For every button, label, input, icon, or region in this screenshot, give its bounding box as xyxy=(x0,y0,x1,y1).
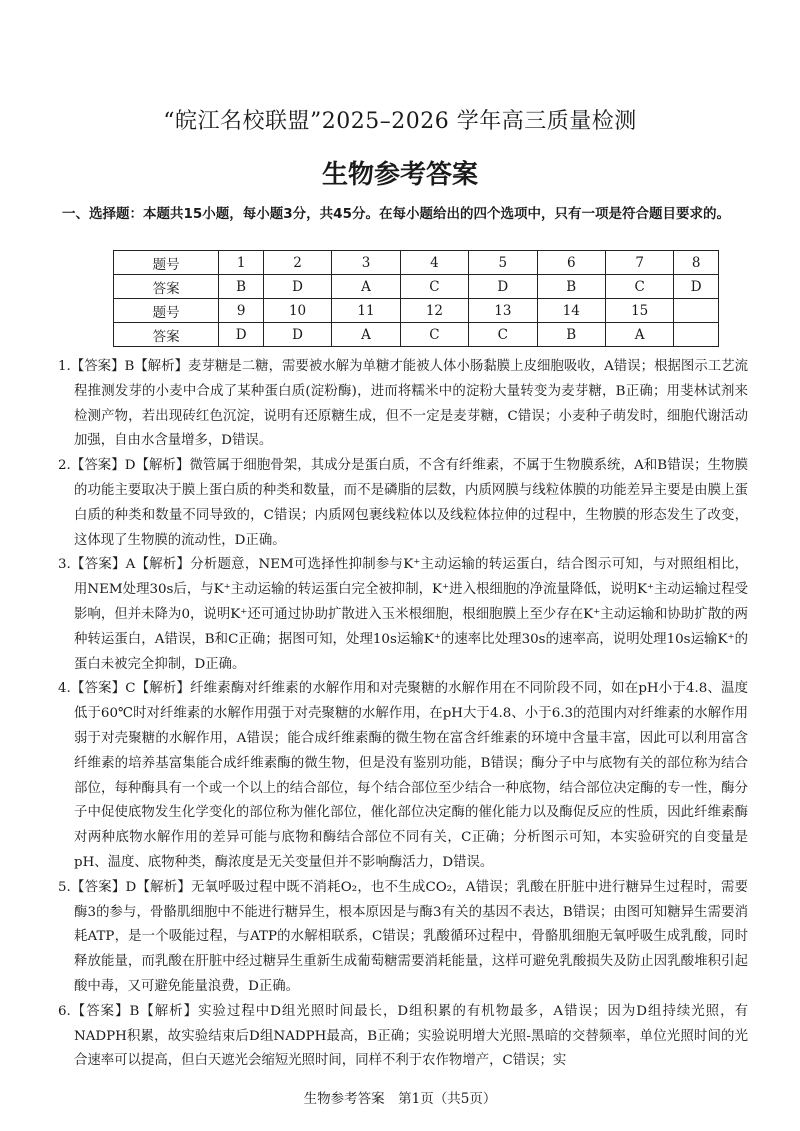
table-row xyxy=(114,275,719,299)
table-cell: 8 xyxy=(674,251,719,275)
table-cell: D xyxy=(469,275,537,299)
table-cell: B xyxy=(219,275,264,299)
table-cell: B xyxy=(537,275,605,299)
table-cell xyxy=(674,323,719,347)
table-cell: 4 xyxy=(400,251,468,275)
exam-header: “皖江名校联盟”2025–2026 学年高三质量检测 xyxy=(163,109,637,134)
table-cell xyxy=(674,299,719,323)
table-cell: 6 xyxy=(537,251,605,275)
table-cell: 13 xyxy=(469,299,537,323)
table-row xyxy=(114,251,719,275)
explanation-item-5: 5.【答案】D【解析】无氧呼吸过程中既不消耗O₂，也不生成CO₂，A错误；乳酸在肝脏中进行糖异生过程时，需要酶3的参与，骨骼肌细胞中不能进行糖异生，根本原因是与酶3有关的基因不表达，B错误；由图可知糖异生需要消耗ATP，是一个吸能过程，与ATP的水解相联系，C错误；乳酸循环过程中，骨骼肌细胞无氧呼吸生成乳酸，同时释放能量，而乳酸在肝脏中经过糖异生重新生成葡萄糖需要消耗能量，这样可避免乳酸损失及防止因乳酸堆积引起酸中毒，又可避免能量浪费，D正确。 xyxy=(58,879,748,994)
table-cell: 7 xyxy=(605,251,673,275)
table-cell: D xyxy=(674,275,719,299)
table-cell: A xyxy=(332,323,400,347)
table-cell: 1 xyxy=(219,251,264,275)
table-cell: C xyxy=(400,275,468,299)
table-row-header: 答案 xyxy=(114,275,219,299)
table-cell: D xyxy=(219,323,264,347)
table-cell: 12 xyxy=(400,299,468,323)
table-row xyxy=(114,323,719,347)
explanation-item-4: 4.【答案】C【解析】纤维素酶对纤维素的水解作用和对壳聚糖的水解作用在不同阶段不同，如在pH小于4.8、温度低于60℃时对纤维素的水解作用强于对壳聚糖的水解作用，在pH大于4.8、小于6.3的范围内对纤维素的水解作用弱于对壳聚糖的水解作用，A错误；能合成纤维素酶的微生物在富含纤维素的环境中含量丰富，因此可以利用富含纤维素的培养基富集能合成纤维素酶的微生物，但是没有鉴别功能，B错误；酶分子中与底物有关的部位称为结合部位，每种酶具有一个或一个以上的结合部位，每个结合部位至少结合一种底物，结合部位决定酶的专一性，酶分子中促使底物发生化学变化的部位称为催化部位，催化部位决定酶的催化能力以及酶促反应的性质，因此纤维素酶对两种底物水解作用的差异可能与底物和酶结合部位不同有关，C正确；分析图示可知，本实验研究的自变量是pH、温度、底物种类，酶浓度是无关变量但并不影响酶活力，D错误。 xyxy=(58,681,748,870)
table-row-header: 题号 xyxy=(114,299,219,323)
table-cell: 15 xyxy=(605,299,673,323)
table-cell: D xyxy=(263,323,331,347)
table-cell: 11 xyxy=(332,299,400,323)
table-cell: B xyxy=(537,323,605,347)
table-cell: 3 xyxy=(332,251,400,275)
table-cell: C xyxy=(400,323,468,347)
table-cell: 9 xyxy=(219,299,264,323)
answer-table xyxy=(113,250,719,347)
explanation-item-1: 1.【答案】B【解析】麦芽糖是二糖，需要被水解为单糖才能被人体小肠黏膜上皮细胞吸收，A错误；根据图示工艺流程推测发芽的小麦中合成了某种蛋白质(淀粉酶)，进而将糯米中的淀粉大量转变为麦芽糖，B正确；用斐林试剂来检测产物，若出现砖红色沉淀，说明有还原糖生成，但不一定是麦芽糖，C错误；小麦种子萌发时，细胞代谢活动加强，自由水含量增多，D错误。 xyxy=(58,359,748,449)
table-cell: 14 xyxy=(537,299,605,323)
explanation-item-3: 3.【答案】A【解析】分析题意，NEM可选择性抑制参与K⁺主动运输的转运蛋白，结合图示可知，与对照组相比，用NEM处理30s后，与K⁺主动运输的转运蛋白完全被抑制，K⁺进入根细胞的净流量降低，说明K⁺主动运输过程受影响，但并未降为0，说明K⁺还可通过协助扩散进入玉米根细胞，根细胞膜上至少存在K⁺主动运输和协助扩散的两种转运蛋白，A错误，B和C正确；据图可知，处理10s运输K⁺的速率比处理30s的速率高，说明处理10s运输K⁺的蛋白未被完全抑制，D正确。 xyxy=(58,557,748,672)
table-row-header: 答案 xyxy=(114,323,219,347)
explanation-item-2: 2.【答案】D【解析】微管属于细胞骨架，其成分是蛋白质，不含有纤维素，不属于生物膜系统，A和B错误；生物膜的功能主要取决于膜上蛋白质的种类和数量，而不是磷脂的层数，内质网膜与线粒体膜的功能差异主要是由膜上蛋白质的种类和数量不同导致的，C错误；内质网包裹线粒体以及线粒体拉伸的过程中，生物膜的形态发生了改变，这体现了生物膜的流动性，D正确。 xyxy=(58,458,748,548)
section-heading-multiple-choice: 一、选择题：本题共15小题，每小题3分，共45分。在每小题给出的四个选项中，只有一项是符合题目要求的。 xyxy=(62,206,730,222)
table-cell: C xyxy=(605,275,673,299)
table-cell: D xyxy=(263,275,331,299)
page-footer: 生物参考答案 第1页（共5页） xyxy=(303,1091,497,1107)
table-row-header: 题号 xyxy=(114,251,219,275)
table-cell: C xyxy=(469,323,537,347)
table-cell: 5 xyxy=(469,251,537,275)
table-cell: A xyxy=(332,275,400,299)
table-cell: 2 xyxy=(263,251,331,275)
table-row xyxy=(114,299,719,323)
explanation-item-6: 6.【答案】B【解析】实验过程中D组光照时间最长，D组积累的有机物最多，A错误；因为D组持续光照，有NADPH积累，故实验结束后D组NADPH最高，B正确；实验说明增大光照-黑暗的交替频率，单位光照时间的光合速率可以提高，但白天遮光会缩短光照时间，同样不利于农作物增产，C错误；实 xyxy=(58,1003,748,1069)
table-cell: 10 xyxy=(263,299,331,323)
page-title: 生物参考答案 xyxy=(321,160,478,190)
explanations xyxy=(58,355,748,1074)
table-cell: A xyxy=(605,323,673,347)
